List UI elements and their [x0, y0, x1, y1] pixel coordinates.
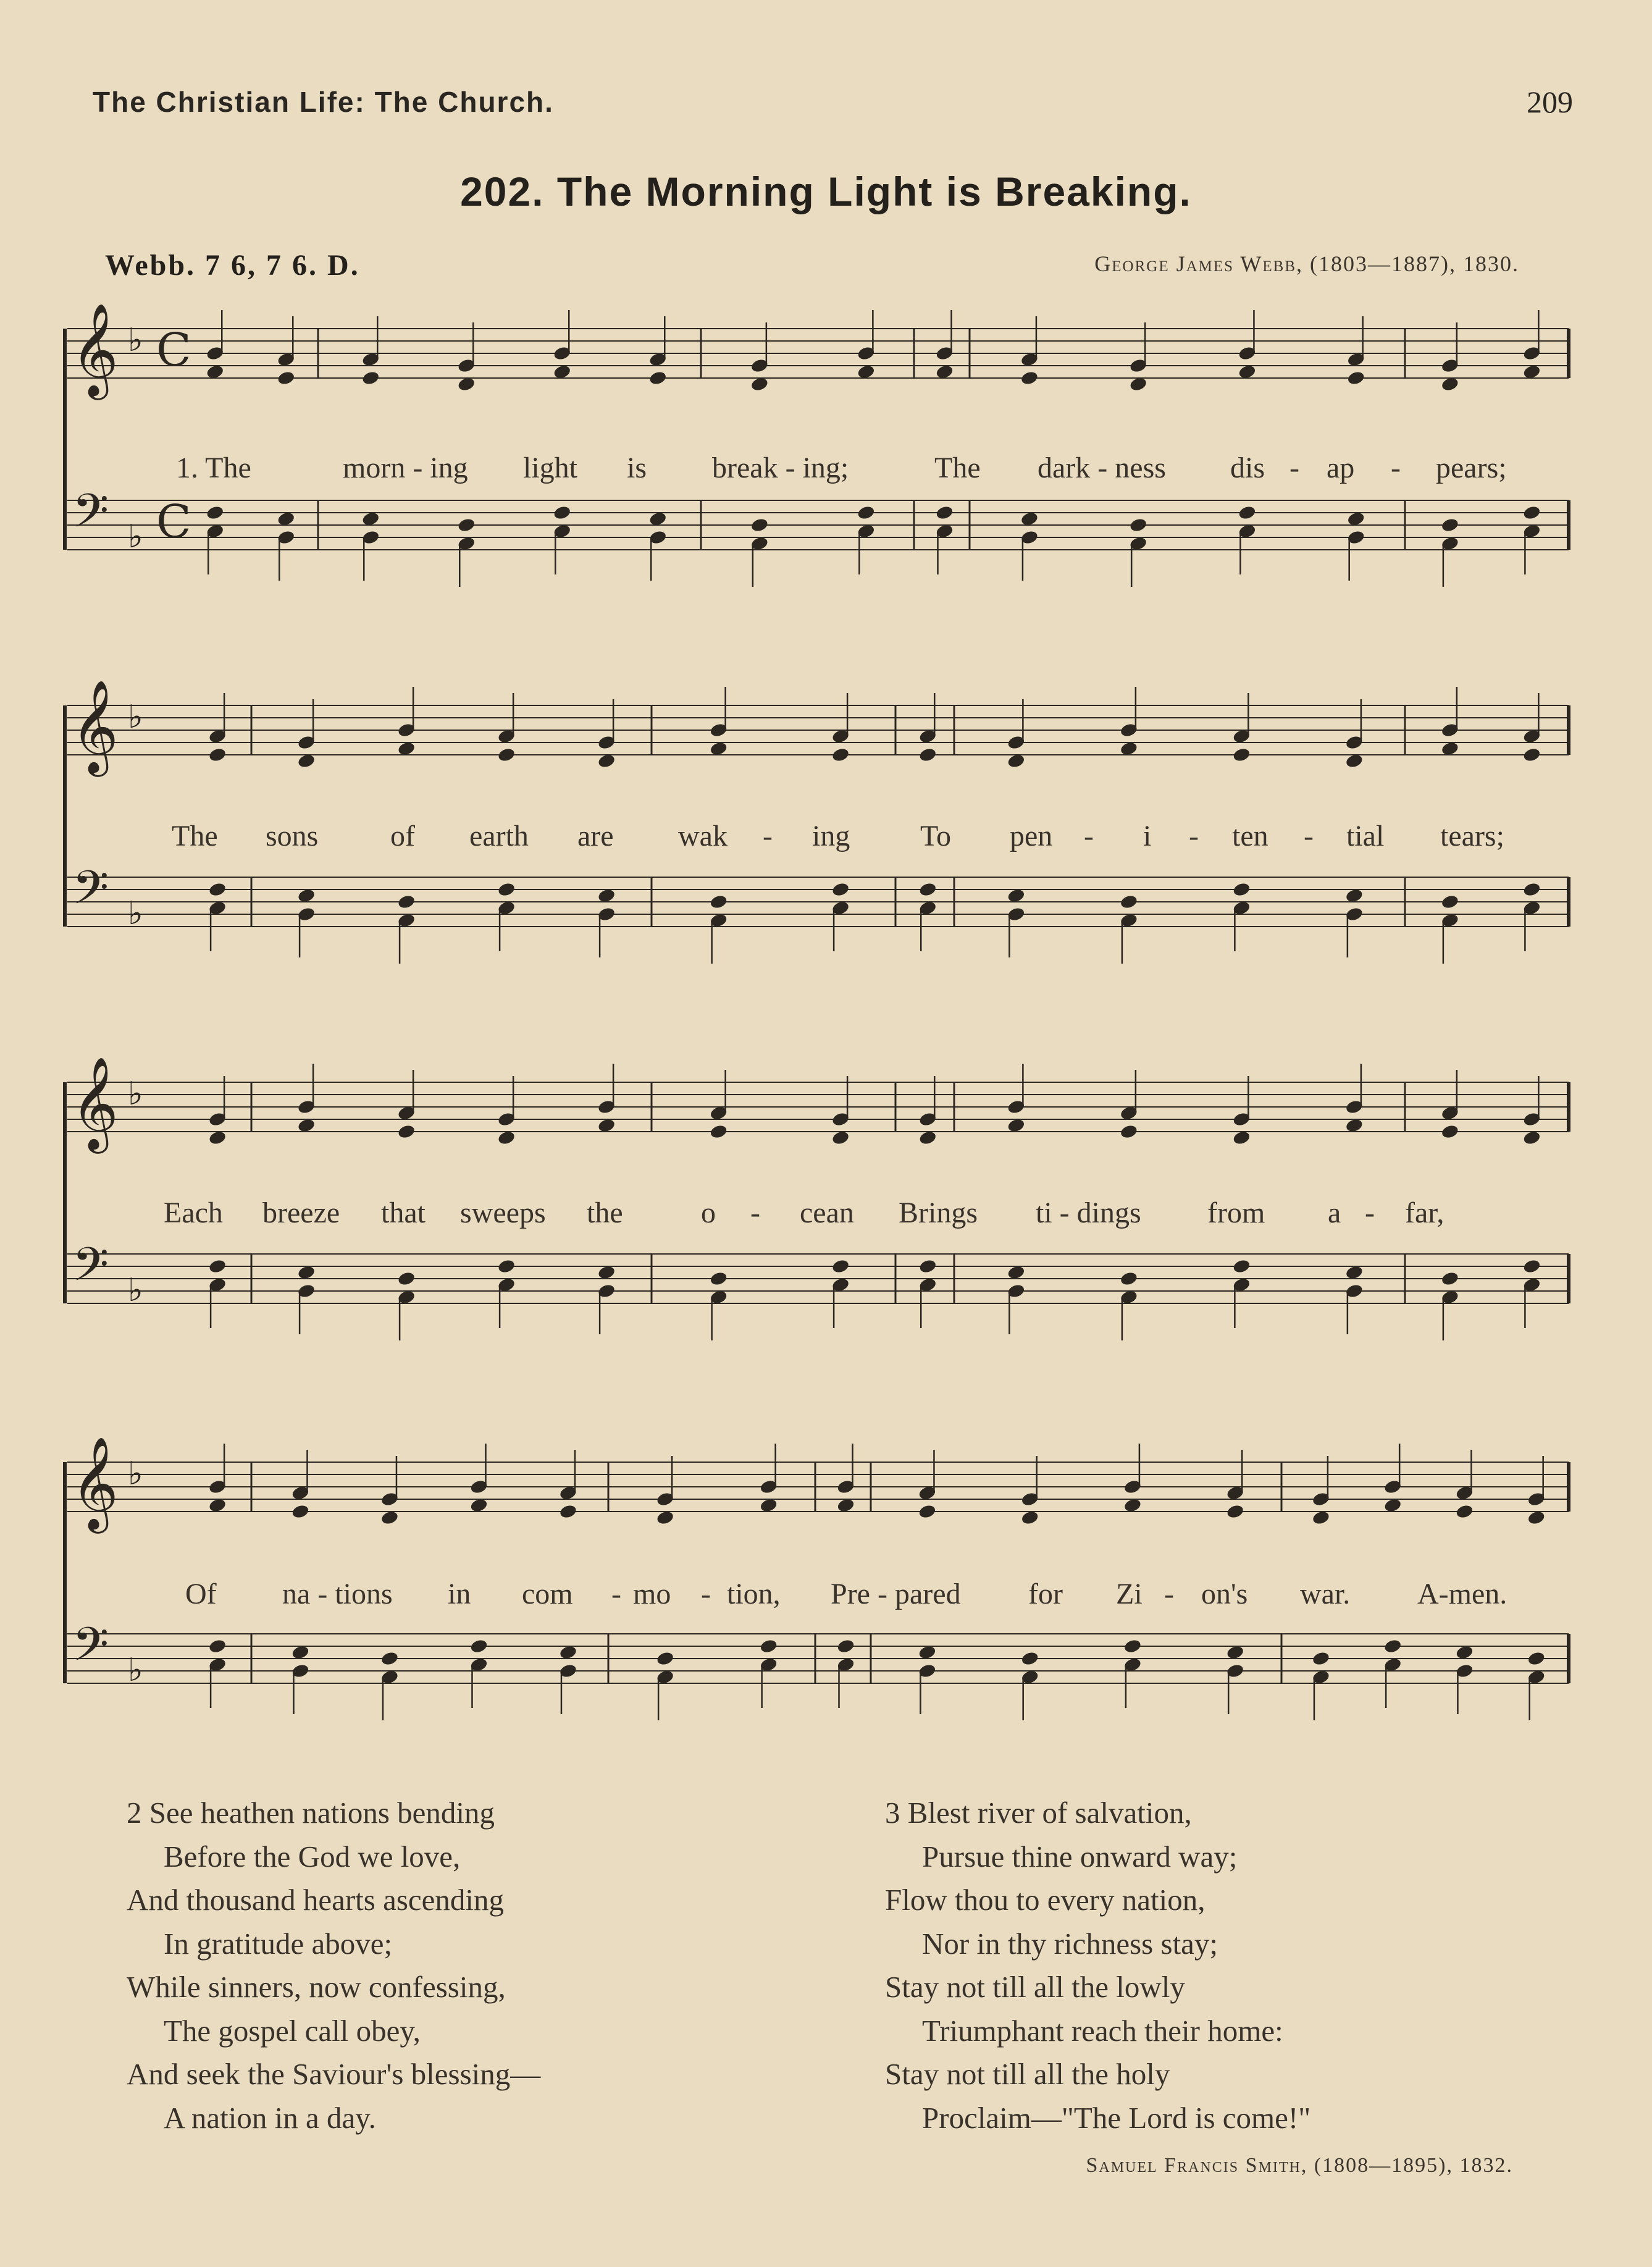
treble-clef-icon: 𝄞	[71, 679, 119, 773]
note-head	[380, 1651, 400, 1667]
tune-meter: Webb. 7 6, 7 6. D.	[105, 249, 360, 282]
note-head	[918, 747, 937, 763]
lyric-syllable: Pre - pared	[831, 1578, 961, 1610]
lyric-syllable: pen	[1010, 820, 1053, 852]
note-head	[831, 881, 850, 898]
lyric-syllable: tial	[1346, 820, 1385, 852]
note-head	[457, 517, 476, 533]
note-head	[397, 1271, 416, 1287]
lyric-syllable: -	[1304, 820, 1314, 852]
note-head	[1226, 1504, 1245, 1520]
music-system-3	[59, 1056, 1578, 1402]
lyric-syllable: a	[1328, 1197, 1341, 1229]
note-head	[1441, 1271, 1460, 1287]
common-time-icon: C	[156, 324, 191, 377]
flat-sign-icon: ♭	[128, 1077, 143, 1112]
verse-line: Stay not till all the holy	[885, 2057, 1170, 2091]
verse-line: A nation in a day.	[164, 2100, 376, 2135]
lyric-syllable: light	[523, 452, 578, 484]
author-credit: Samuel Francis Smith, (1808—1895), 1832.	[1086, 2154, 1513, 2177]
verse-number: 2	[127, 1796, 142, 1830]
note-head	[497, 1258, 516, 1274]
lyric-syllable: i	[1143, 820, 1152, 852]
lyric-syllable: -	[1289, 452, 1299, 484]
verse-line: While sinners, now confessing,	[127, 1970, 506, 2004]
note-head	[397, 894, 416, 910]
note-head	[1129, 517, 1148, 533]
note-head	[1383, 1638, 1403, 1654]
lyric-syllable: ap	[1327, 452, 1355, 484]
note-head	[1232, 881, 1251, 898]
lyric-syllable: dis	[1230, 452, 1265, 484]
note-head	[1232, 1258, 1251, 1274]
lyric-syllable: ten	[1232, 820, 1268, 852]
verse-line: See heathen nations bending	[149, 1796, 495, 1830]
note-head	[1527, 1651, 1546, 1667]
note-head	[1455, 1504, 1474, 1520]
lyric-syllable: -	[1164, 1578, 1174, 1610]
lyric-syllable: -	[1084, 820, 1094, 852]
note-head	[935, 505, 954, 521]
note-head	[1522, 881, 1541, 898]
note-head	[857, 505, 876, 521]
lyric-syllable: for	[1028, 1578, 1063, 1610]
verse-line: And thousand hearts ascending	[127, 1883, 504, 1917]
note-head	[709, 894, 728, 910]
lyric-syllable: earth	[469, 820, 529, 852]
lyric-syllable: war.	[1300, 1578, 1351, 1610]
verse-number: 3	[885, 1796, 900, 1830]
flat-sign-icon: ♭	[128, 1273, 143, 1308]
bass-clef-icon: 𝄢	[72, 860, 109, 927]
note-head	[208, 881, 227, 898]
verse-line: Blest river of salvation,	[907, 1796, 1192, 1830]
note-head	[497, 881, 516, 898]
lyric-syllable: -	[750, 1197, 760, 1229]
lyric-syllable: break - ing;	[712, 452, 849, 484]
bass-clef-icon: 𝄢	[72, 1237, 109, 1303]
lyric-syllable: are	[577, 820, 614, 852]
flat-sign-icon: ♭	[128, 323, 143, 358]
lyric-syllable: -	[1189, 820, 1199, 852]
lyric-syllable: To	[920, 820, 951, 852]
verse-line: Stay not till all the lowly	[885, 1970, 1185, 2004]
note-head	[1522, 505, 1541, 521]
lyric-syllable: -	[1365, 1197, 1375, 1229]
note-head	[831, 1258, 850, 1274]
note-head	[1120, 1124, 1139, 1140]
note-head	[1441, 1124, 1460, 1140]
note-head	[208, 747, 227, 763]
verse-line: And seek the Saviour's blessing—	[127, 2057, 541, 2091]
note-head	[1441, 894, 1460, 910]
lyric-syllable: tion,	[727, 1578, 781, 1610]
lyric-syllable: cean	[800, 1197, 854, 1229]
common-time-icon: C	[156, 495, 191, 549]
note-head	[208, 1638, 227, 1654]
note-head	[497, 747, 516, 763]
lyric-syllable: Of	[185, 1578, 217, 1610]
page-number: 209	[1527, 85, 1573, 119]
note-head	[1120, 1271, 1139, 1287]
note-head	[1522, 1258, 1541, 1274]
note-head	[1238, 505, 1257, 521]
note-head	[553, 505, 572, 521]
verse-line: Nor in thy richness stay;	[922, 1926, 1218, 1961]
verse-line: Proclaim—"The Lord is come!"	[922, 2100, 1311, 2135]
note-head	[1346, 370, 1365, 386]
flat-sign-icon: ♭	[128, 700, 143, 735]
running-head: The Christian Life: The Church.	[93, 86, 554, 118]
lyric-syllable: -	[763, 820, 773, 852]
lyric-syllable: Zi	[1116, 1578, 1143, 1610]
note-head	[648, 370, 668, 386]
treble-clef-icon: 𝄞	[71, 1436, 119, 1529]
flat-sign-icon: ♭	[128, 519, 143, 555]
note-head	[1120, 894, 1139, 910]
lyric-syllable: of	[390, 820, 415, 852]
note-head	[759, 1638, 778, 1654]
music-system-4	[59, 1436, 1578, 1770]
hymn-title: 202. The Morning Light is Breaking.	[460, 169, 1192, 214]
note-head	[291, 1504, 310, 1520]
bass-clef-icon: 𝄢	[72, 484, 109, 550]
note-head	[656, 1651, 675, 1667]
bass-clef-icon: 𝄢	[72, 1617, 109, 1683]
note-head	[277, 370, 296, 386]
lyric-syllable: ing	[812, 820, 850, 852]
lyric-syllable: -	[611, 1578, 621, 1610]
lyric-syllable: that	[381, 1197, 426, 1229]
lyric-syllable: breeze	[262, 1197, 340, 1229]
music-system-1	[59, 303, 1578, 624]
verse-line: Before the God we love,	[164, 1839, 461, 1874]
lyric-syllable: mo	[633, 1578, 671, 1610]
verse-line: Pursue thine onward way;	[922, 1839, 1238, 1874]
lyric-syllable: far,	[1405, 1197, 1444, 1229]
treble-clef-icon: 𝄞	[71, 1056, 119, 1150]
note-head	[469, 1638, 488, 1654]
note-head	[559, 1504, 578, 1520]
lyric-syllable: ti - dings	[1036, 1197, 1141, 1229]
note-head	[206, 505, 225, 521]
note-head	[918, 1504, 937, 1520]
note-head	[831, 747, 850, 763]
verse-2	[127, 1791, 540, 2140]
verse-3	[885, 1791, 1310, 2140]
note-head	[1522, 747, 1541, 763]
note-head	[1232, 747, 1251, 763]
lyric-syllable: wak	[678, 820, 727, 852]
note-head	[750, 517, 769, 533]
lyric-syllable: A-men.	[1417, 1578, 1507, 1610]
flat-sign-icon: ♭	[128, 1653, 143, 1688]
note-head	[1312, 1651, 1331, 1667]
verse-line: Triumphant reach their home:	[922, 2013, 1283, 2048]
lyric-syllable: The	[172, 820, 218, 852]
flat-sign-icon: ♭	[128, 896, 143, 932]
lyric-syllable: o	[701, 1197, 716, 1229]
note-head	[361, 370, 380, 386]
lyric-syllable: -	[701, 1578, 711, 1610]
lyric-syllable: na - tions	[282, 1578, 393, 1610]
lyric-syllable: on's	[1201, 1578, 1248, 1610]
note-head	[1020, 1651, 1039, 1667]
lyric-syllable: morn - ing	[343, 452, 468, 484]
note-head	[709, 1271, 728, 1287]
note-head	[208, 1258, 227, 1274]
lyric-syllable: in	[448, 1578, 471, 1610]
treble-clef-icon: 𝄞	[71, 303, 119, 396]
composer-credit: George James Webb, (1803—1887), 1830.	[1094, 251, 1519, 276]
note-head	[918, 1258, 937, 1274]
lyric-syllable: pears;	[1436, 452, 1507, 484]
verse-line: In gratitude above;	[164, 1926, 393, 1961]
note-head	[918, 881, 937, 898]
note-head	[836, 1638, 855, 1654]
lyric-syllable: Each	[164, 1197, 223, 1229]
lyric-syllable: The	[934, 452, 981, 484]
note-head	[709, 1124, 728, 1140]
lyric-syllable: -	[1391, 452, 1401, 484]
note-head	[1123, 1638, 1143, 1654]
lyric-syllable: sons	[266, 820, 319, 852]
lyric-syllable: 1. The	[176, 452, 251, 484]
lyric-syllable: from	[1207, 1197, 1265, 1229]
lyric-syllable: tears;	[1440, 820, 1504, 852]
lyric-syllable: sweeps	[460, 1197, 546, 1229]
verse-line: The gospel call obey,	[164, 2013, 421, 2048]
flat-sign-icon: ♭	[128, 1457, 143, 1492]
music-system-2	[59, 679, 1578, 1001]
lyric-syllable: the	[587, 1197, 623, 1229]
lyric-syllable: Brings	[899, 1197, 978, 1229]
lyric-syllable: is	[627, 452, 647, 484]
note-head	[397, 1124, 416, 1140]
verse-line: Flow thou to every nation,	[885, 1883, 1205, 1917]
lyric-syllable: com	[522, 1578, 573, 1610]
lyric-syllable: dark - ness	[1038, 452, 1166, 484]
note-head	[1441, 517, 1460, 533]
note-head	[1020, 370, 1039, 386]
